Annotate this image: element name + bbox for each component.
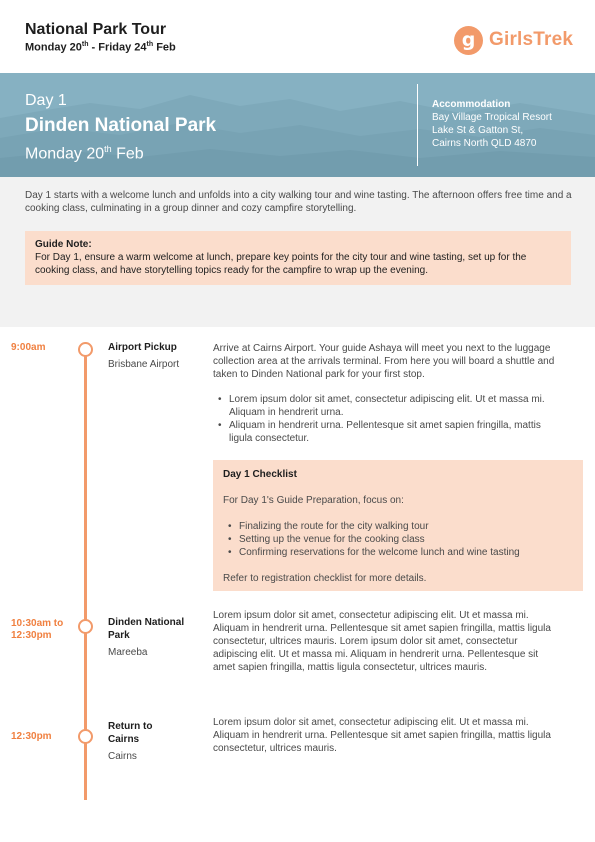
accommodation-line: Lake St & Gatton St,: [432, 125, 524, 136]
stop-description: Lorem ipsum dolor sit amet, consectetur adipiscing elit. Ut et massa mi. Aliquam in hendrerit urna. Pellentesque sit amet sapien fringilla, mattis ligula consectetur, ultrices mauris. Lorem ipsum dolor sit amet, consectetur adipiscing elit. Ut et massa mi. Aliquam in hendrerit urna. Pellentesque sit amet sapien fringilla, mattis ligula consectetur, ultrices mauris.: [213, 610, 551, 673]
timeline-dot-icon: [78, 729, 93, 744]
day-summary-section: [0, 177, 595, 327]
stop-time: 12:30pm: [11, 731, 52, 742]
day-date: Monday 20th Feb: [25, 144, 144, 163]
stop-location: Mareeba: [108, 647, 148, 658]
list-item: • Aliquam in hendrerit urna. Pellentesque sit amet sapien fringilla, mattis ligula consectetur.: [218, 420, 541, 444]
accommodation-title: Accommodation: [432, 99, 511, 110]
tour-dates: Monday 20th - Friday 24th Feb: [25, 41, 176, 54]
day-label: Day 1: [25, 92, 67, 109]
stop-time: 10:30am to 12:30pm: [11, 618, 64, 641]
park-name: Dinden National Park: [25, 115, 217, 136]
stop-description: Arrive at Cairns Airport. Your guide Ashaya will meet you next to the luggage collection area at the arrivals terminal. From here you will board a shuttle and taken to Dinden National park for your first stop.: [213, 343, 555, 380]
stop-bullet-list: [218, 393, 563, 445]
checklist-title: Day 1 Checklist: [223, 469, 297, 480]
accommodation-line: Bay Village Tropical Resort: [432, 112, 552, 123]
day-checklist: [213, 460, 583, 591]
stop-location: Cairns: [108, 751, 137, 762]
checklist-footer: Refer to registration checklist for more details.: [223, 573, 427, 584]
checklist-intro: For Day 1's Guide Preparation, focus on:: [223, 495, 404, 506]
list-item: • Setting up the venue for the cooking class: [228, 534, 425, 545]
timeline-dot-icon: [78, 619, 93, 634]
brand-logo: [454, 25, 573, 55]
list-item: • Confirming reservations for the welcome lunch and wine tasting: [228, 547, 520, 558]
stop-location: Brisbane Airport: [108, 359, 180, 370]
timeline-dot-icon: [78, 342, 93, 357]
list-item: • Finalizing the route for the city walking tour: [228, 521, 429, 532]
stop-time: 9:00am: [11, 342, 46, 353]
guide-note-text: For Day 1, ensure a warm welcome at lunch, prepare key points for the city tour and wine tasting, set up for the cooking class, and have storytelling topics ready for the campfire to wrap up the evening.: [35, 252, 527, 276]
page-header: [0, 0, 595, 73]
day-summary: Day 1 starts with a welcome lunch and unfolds into a city walking tour and wine tasting. The afternoon offers free time and a cooking class, culminating in a group dinner and cozy campfire storytelling.: [25, 190, 572, 214]
girlstrek-logo-icon: g: [454, 26, 483, 55]
accommodation-line: Cairns North QLD 4870: [432, 138, 537, 149]
hero-divider: [417, 84, 418, 166]
stop-description: Lorem ipsum dolor sit amet, consectetur adipiscing elit. Ut et massa mi. Aliquam in hendrerit urna. Pellentesque sit amet sapien fringilla, mattis ligula consectetur, ultrices mauris.: [213, 717, 551, 754]
stop-name: Dinden National Park: [108, 617, 185, 641]
stop-name: Return to Cairns: [108, 721, 153, 745]
guide-note: [25, 231, 571, 285]
tour-title: National Park Tour: [25, 21, 167, 38]
guide-note-title: Guide Note:: [35, 239, 92, 250]
checklist-items: [228, 520, 520, 559]
list-item: • Lorem ipsum dolor sit amet, consectetur adipiscing elit. Ut et massa mi. Aliquam in hendrerit urna.: [218, 394, 545, 418]
brand-name: GirlsTrek: [489, 29, 574, 50]
day-hero-banner: [0, 73, 595, 177]
stop-name: Airport Pickup: [108, 342, 177, 353]
